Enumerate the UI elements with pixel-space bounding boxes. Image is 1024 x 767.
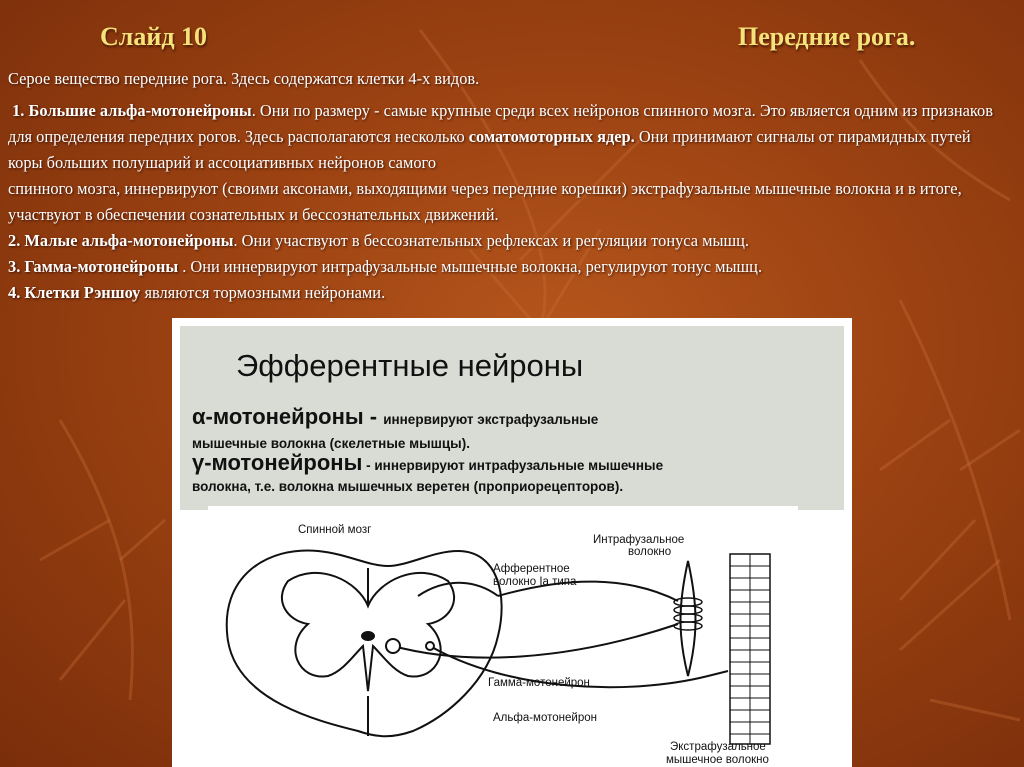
gamma-neuron-soma bbox=[386, 639, 400, 653]
paragraph-2 bbox=[8, 228, 1008, 254]
efferent-neurons-figure bbox=[172, 318, 852, 767]
p1-text-c: спинного мозга, иннервируют (своими аксонами, выходящими через передние корешки) экстрафузальные мышечные волокна и в итоге, участвуют в обеспечении сознательных и бессознательных движений. bbox=[8, 179, 962, 224]
label-alpha-neuron: Альфа-мотонейрон bbox=[493, 712, 597, 724]
label-extrafusal-2: мышечное волокно bbox=[666, 754, 769, 766]
spinal-reflex-diagram bbox=[208, 506, 798, 767]
slide-number: Слайд 10 bbox=[100, 22, 207, 51]
p3-text: . Они иннервируют интрафузальные мышечные волокна, регулируют тонус мышц. bbox=[178, 257, 763, 276]
p1-text-b: Они принимают сигналы от пирамидных путей коры больших полушарий и ассоциативных нейронов самого bbox=[8, 127, 971, 172]
label-intrafusal-1: Интрафузальное bbox=[593, 534, 685, 546]
alpha-neuron-soma bbox=[426, 642, 434, 650]
gamma-line-2: волокна, т.е. волокна мышечных веретен (проприорецепторов). bbox=[192, 479, 624, 494]
gamma-line-1 bbox=[192, 450, 663, 476]
p2-text: . Они участвуют в бессознательных рефлексах и регуляции тонуса мышц. bbox=[233, 231, 750, 250]
label-intrafusal-2: волокно bbox=[628, 546, 672, 558]
p3-heading: 3. Гамма-мотонейроны bbox=[8, 257, 179, 276]
intro-line bbox=[8, 66, 1008, 92]
intro-text: Серое вещество передние рога. Здесь содержатся клетки 4-х видов. bbox=[8, 69, 480, 88]
paragraph-1-cont bbox=[8, 176, 1008, 228]
label-extrafusal-1: Экстрафузальное bbox=[670, 741, 766, 753]
label-gamma-neuron: Гамма-мотонейрон bbox=[488, 677, 590, 689]
p4-text: являются тормозными нейронами. bbox=[140, 283, 386, 302]
label-afferent-2: волокно Ia типа bbox=[493, 576, 577, 588]
gamma-term: γ-мотонейроны bbox=[192, 450, 363, 475]
alpha-line-2: мышечные волокна (скелетные мышцы). bbox=[192, 436, 470, 451]
paragraph-4 bbox=[8, 280, 1008, 306]
label-spinal-cord: Спинной мозг bbox=[298, 524, 372, 536]
paragraph-1 bbox=[8, 98, 1008, 176]
p1-heading: 1. Большие альфа-мотонейроны bbox=[12, 101, 252, 120]
muscle-spindle bbox=[681, 561, 696, 676]
afferent-fiber-root bbox=[418, 583, 498, 596]
slide-body-text bbox=[8, 66, 1008, 306]
slide-title: Передние рога. bbox=[738, 22, 916, 51]
gamma-desc-1: - иннервируют интрафузальные мышечные bbox=[362, 458, 664, 473]
central-canal bbox=[361, 631, 375, 641]
p1-text-a: . Они по размеру - самые крупные среди всех нейронов спинного мозга. Это является одним из признаков для определения передних рогов. Здесь располагаются несколько bbox=[8, 101, 993, 146]
alpha-desc-1: иннервируют экстрафузальные bbox=[383, 412, 599, 427]
p4-heading: 4. Клетки Рэншоу bbox=[8, 283, 141, 302]
figure-header bbox=[180, 326, 844, 510]
figure-title: Эфферентные нейроны bbox=[236, 348, 584, 383]
label-afferent-1: Афферентное bbox=[493, 563, 570, 575]
alpha-term: α-мотонейроны - bbox=[192, 404, 384, 429]
paragraph-3 bbox=[8, 254, 1008, 280]
p2-heading: 2. Малые альфа-мотонейроны bbox=[8, 231, 234, 250]
alpha-line-1 bbox=[192, 404, 598, 430]
p1-heading-2: соматомоторных ядер. bbox=[468, 127, 635, 146]
spinal-cord-outline bbox=[227, 550, 502, 736]
gamma-axon bbox=[393, 624, 678, 658]
diagram-svg bbox=[208, 506, 798, 767]
